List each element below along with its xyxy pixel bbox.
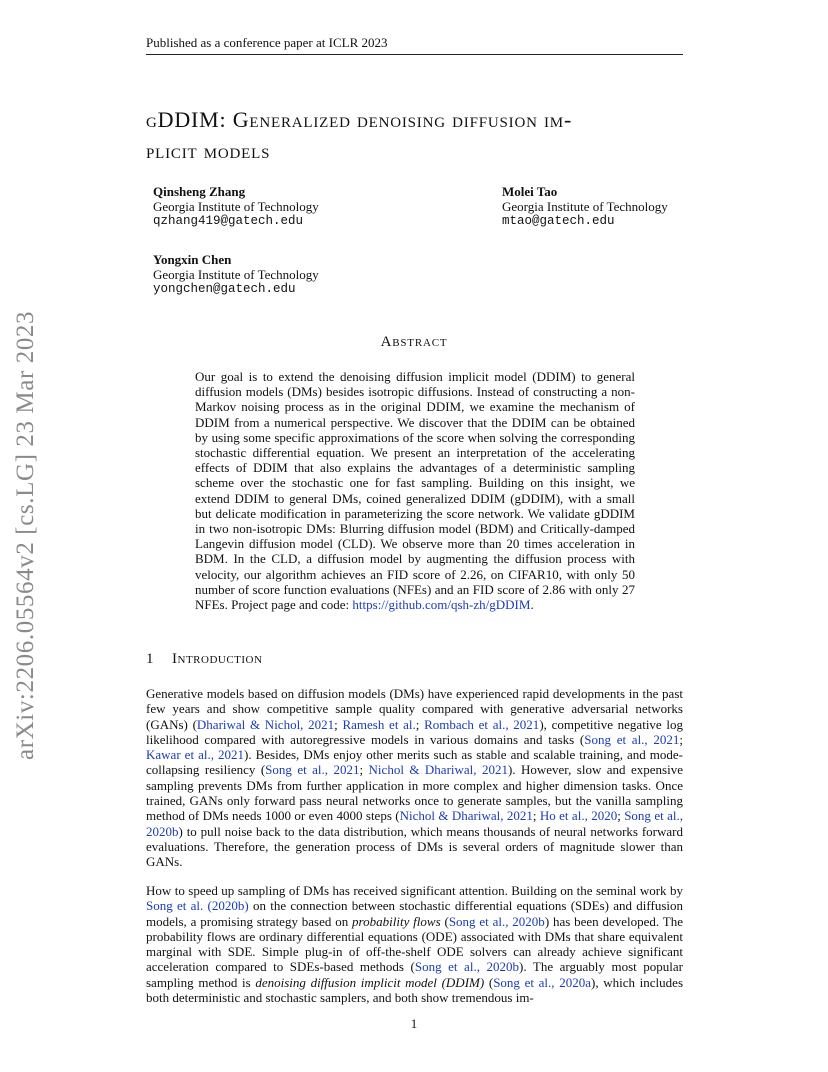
citation-link[interactable]: Ho et al., 2020 (539, 808, 618, 824)
body-text: How to speed up sampling of DMs has received significant attention. Building on the seminal work by (146, 883, 683, 898)
citation-link[interactable]: Rombach et al., 2021 (424, 716, 540, 732)
citation-link[interactable]: Dhariwal & Nichol, 2021 (196, 716, 335, 732)
body-text: ; (334, 716, 343, 732)
venue-text: Published as a conference paper at ICLR 2023 (146, 35, 388, 50)
body-text: Generative models based on diffusion models (DMs) have experienced rapid developments in the past few years and show competitive sample quality compared with generative adversarial networks (GANs) ( (146, 686, 683, 732)
citation-link[interactable]: Nichol & Dhariwal, 2021 (399, 808, 533, 824)
abstract-end: . (530, 597, 534, 613)
intro-paragraph-1 (146, 686, 683, 870)
abstract-text (195, 369, 635, 612)
section-heading-introduction (146, 651, 262, 668)
body-text: ( (484, 974, 494, 990)
body-text: ) to pull noise back to the data distribution, which means thousands of neural networks forward evaluations. Therefore, the generation process of DMs is several orders of magnitude slower than GANs. (146, 823, 683, 870)
section-number: 1 (146, 651, 154, 667)
body-text: ( (440, 913, 449, 929)
arxiv-identifier: arXiv:2206.05564v2 [cs.LG] 23 Mar 2023 (12, 310, 39, 760)
section-title: Introduction (172, 651, 263, 667)
citation-link[interactable]: Ramesh et al. (342, 716, 416, 732)
body-text: ). The arguably most popular sampling method is (146, 959, 684, 990)
body-text: ; (679, 731, 684, 747)
author-affiliation: Georgia Institute of Technology (502, 199, 668, 214)
author-name: Yongxin Chen (153, 252, 232, 267)
body-text: ). However, slow and expensive sampling prevents DMs from further application in more complex and higher dimension tasks. Once trained, GANs only forward pass neural networks once to generate samples, but the vanilla sampling method of DMs needs 1000 or even 4000 steps ( (146, 762, 683, 824)
author-affiliation: Georgia Institute of Technology (153, 199, 319, 214)
citation-link[interactable]: Song et al., 2020b (146, 808, 683, 839)
abstract-body-text: Our goal is to extend the denoising diffusion implicit model (DDIM) to general diffusion models (DMs) besides isotropic diffusions. Instead of constructing a non-Markov noising process as in the original DDIM, we examine the mechanism of DDIM from a numerical perspective. We discover that the DDIM can be obtained by using some specific approximations of the score when solving the corresponding stochastic differential equation. We present an interpretation of the accelerating effects of DDIM that also explains the advantages of a deterministic sampling scheme over the stochastic one for fast sampling. Building on this insight, we extend DDIM to general DMs, coined generalized DDIM (gDDIM), with a small but delicate modification in parameterizing the score network. We validate gDDIM in two non-isotropic DMs: Blurring diffusion model (BDM) and Critically-damped Langevin diffusion model (CLD). We observe more than 20 times acceleration in BDM. In the CLD, a diffusion model by augmenting the diffusion process with velocity, our algorithm achieves an FID score of 2.26, on CIFAR10, with only 50 number of score function evaluations (NFEs) and an FID score of 2.86 with only 27 NFEs. Project page and code: (195, 369, 635, 613)
body-text: ), competitive negative log likelihood compared with autoregressive models in various domains and tasks ( (146, 716, 684, 747)
body-text: ; (617, 808, 625, 824)
citation-link[interactable]: Song et al., 2020a (493, 974, 591, 990)
body-text: ; (415, 716, 425, 732)
body-text: ), which includes both deterministic and stochastic samplers, and both show tremendous im- (146, 974, 683, 1006)
body-text: ). Besides, DMs enjoy other merits such as stable and scalable training, and mode-collapsing resiliency ( (146, 747, 683, 778)
emphasis-text: probability flows (352, 913, 441, 929)
page-number: 1 (410, 1016, 418, 1031)
title-line-2: plicit models (146, 138, 271, 163)
title-line-1: gDDIM: Generalized denoising diffusion im- (146, 107, 573, 132)
citation-link[interactable]: Song et al., 2020b (414, 959, 519, 975)
citation-link[interactable]: Song et al., 2021 (265, 762, 360, 778)
citation-link[interactable]: Song et al., 2021 (584, 731, 680, 747)
citation-link[interactable]: Song et al. (2020b) (146, 898, 249, 914)
author-email[interactable]: mtao@gatech.edu (502, 214, 615, 228)
author-email[interactable]: qzhang419@gatech.edu (153, 214, 304, 228)
body-text: ; (359, 762, 369, 778)
citation-link[interactable]: Song et al., 2020b (448, 913, 545, 929)
author-email[interactable]: yongchen@gatech.edu (153, 282, 296, 296)
author-block (153, 252, 319, 297)
author-affiliation: Georgia Institute of Technology (153, 267, 319, 282)
emphasis-text: denoising diffusion implicit model (DDIM) (255, 974, 485, 990)
page-header (146, 34, 683, 55)
body-text: ; (532, 808, 540, 824)
author-block (502, 184, 668, 229)
citation-link[interactable]: Kawar et al., 2021 (146, 747, 244, 763)
intro-paragraph-2 (146, 883, 683, 1005)
author-name: Molei Tao (502, 184, 558, 199)
paper-title (146, 104, 691, 166)
author-block (153, 184, 319, 229)
abstract-heading: Abstract (380, 334, 448, 350)
body-text: on the connection between stochastic differential equations (SDEs) and diffusion models, a promising strategy based on (146, 898, 683, 929)
project-link[interactable]: https://github.com/qsh-zh/gDDIM (352, 597, 531, 613)
author-name: Qinsheng Zhang (153, 184, 246, 199)
body-text: ) has been developed. The probability flows are ordinary differential equations (ODE) associated with DMs that share equivalent marginal with SDE. Simple plug-in of off-the-shelf ODE solvers can already achieve significant acceleration compared to SDEs-based methods ( (146, 913, 683, 975)
citation-link[interactable]: Nichol & Dhariwal, 2021 (368, 762, 508, 778)
